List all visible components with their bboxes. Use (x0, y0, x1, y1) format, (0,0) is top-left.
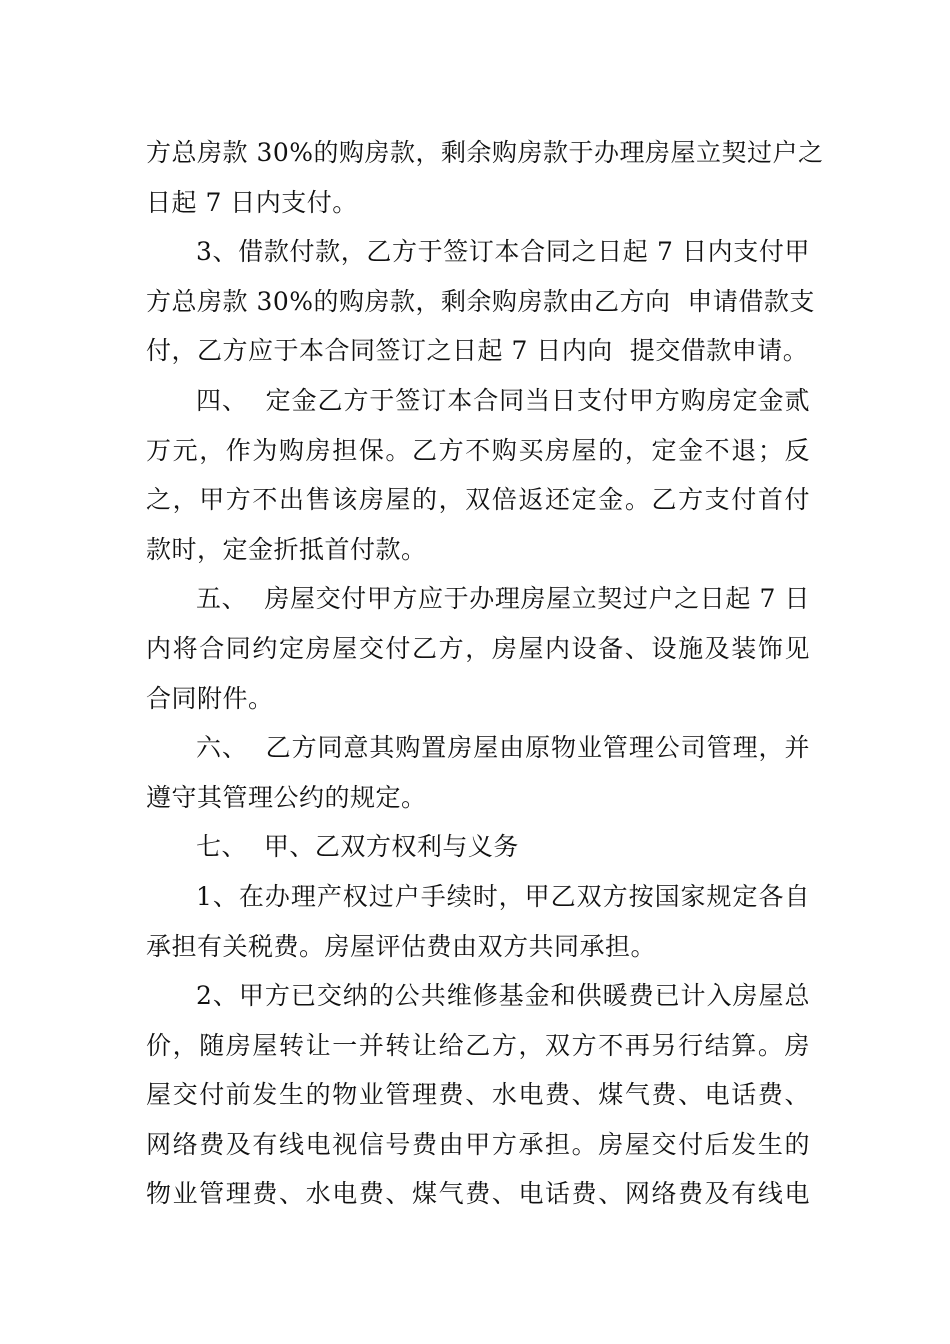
text-line: 遵守其管理公约的规定。 (146, 782, 427, 812)
text-line: 屋交付前发生的物业管理费、水电费、煤气费、电话费、 (146, 1080, 810, 1110)
text-line: 价，随房屋转让一并转让给乙方，双方不再另行结算。房 (146, 1030, 810, 1060)
text-line: 六、 乙方同意其购置房屋由原物业管理公司管理，并 (196, 733, 810, 763)
text-line: 网络费及有线电视信号费由甲方承担。房屋交付后发生的 (146, 1129, 810, 1159)
text-line: 承担有关税费。房屋评估费由双方共同承担。 (146, 931, 657, 961)
text-line: 1、在办理产权过户手续时，甲乙双方按国家规定各自 (196, 881, 810, 911)
text-line: 物业管理费、水电费、煤气费、电话费、网络费及有线电 (146, 1179, 810, 1209)
document-body (146, 128, 824, 1219)
text-line: 日起 7 日内支付。 (146, 187, 358, 217)
text-line: 付，乙方应于本合同签订之日起 7 日内向 提交借款申请。 (146, 336, 809, 366)
text-line: 2、甲方已交纳的公共维修基金和供暖费已计入房屋总 (196, 981, 810, 1011)
text-line: 内将合同约定房屋交付乙方，房屋内设备、设施及装饰见 (146, 633, 810, 663)
text-line: 五、 房屋交付甲方应于办理房屋立契过户之日起 7 日 (196, 584, 810, 614)
text-line: 之，甲方不出售该房屋的，双倍返还定金。乙方支付首付 (146, 485, 810, 515)
text-line: 万元，作为购房担保。乙方不购买房屋的，定金不退；反 (146, 435, 810, 465)
text-line: 3、借款付款，乙方于签订本合同之日起 7 日内支付甲 (196, 237, 810, 267)
text-line: 方总房款 30%的购房款，剩余购房款由乙方向 申请借款支 (146, 286, 815, 316)
text-line: 合同附件。 (146, 683, 274, 713)
text-line: 款时，定金折抵首付款。 (146, 534, 427, 564)
text-line: 方总房款 30%的购房款，剩余购房款于办理房屋立契过户之 (146, 138, 824, 167)
text-line: 七、 甲、乙双方权利与义务 (196, 832, 519, 862)
text-line: 四、 定金乙方于签订本合同当日支付甲方购房定金贰 (196, 385, 810, 415)
